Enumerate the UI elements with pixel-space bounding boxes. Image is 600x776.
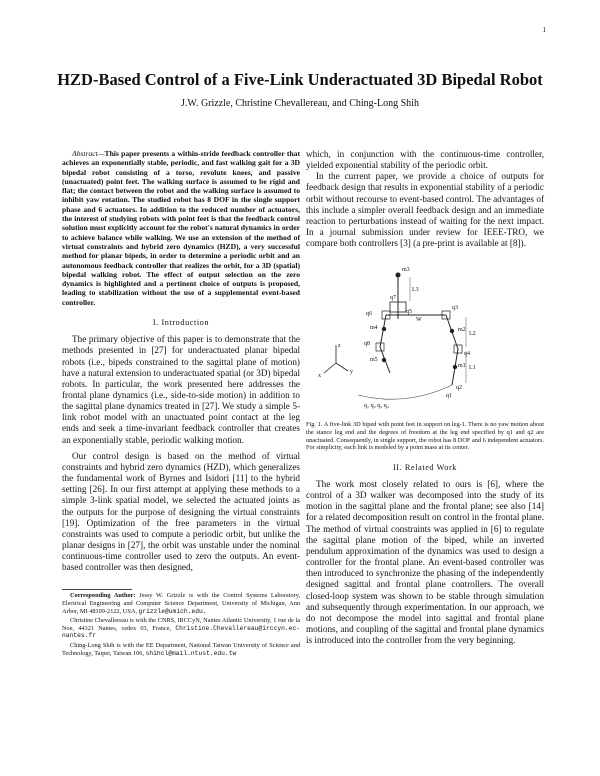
footnote-2: Christine Chevallereau is with the CNRS, IRCCyN, Nantes Atlantic University, 1 rue de la Noe, 44321 Nantes, cedex 03, France, Christine.Chevallereau@irccyn.ec-nantes.fr bbox=[62, 617, 301, 640]
mass-m2 bbox=[450, 329, 454, 333]
intro-paragraph-2: Our control design is based on the method of virtual constraints and hybrid zero dynamics (HZD), which generalizes the fundamental work of Byrnes and Isidori [11] to the hybrid setting [26]. In our first attempt at applying these methods to a simple 3-link spatial model, we selected the actuated joints as the outputs for the purpose of designing the virtual constraints [19]. Optimization of the free parameters in the virtual constraints was used to compute a periodic orbit, but unlike the planar designs in [27], the orbit was unstable under the nominal continuous-time controller used to zero the outputs. An event-based controller was then designed, bbox=[62, 450, 300, 573]
angle-arc bbox=[358, 385, 452, 399]
related-work-paragraph: The work most closely related to ours is [6], where the control of a 3D walker was decomposed into the study of its motion in the sagittal plane and the frontal plane; see also [14] for a related decomposition result on control in the frontal plane. The method of virtual constraints was applied in [6] to regulate the sagittal plane motion of the biped, while an inverted pendulum approximation of the dynamics was used to design a controller for the frontal plane. An event-based controller was then introduced to synchronize the phasing of the independently designed sagittal and frontal plane controllers. The overall closed-loop system was shown to be stable through simulation and subsequently through experimentation. In our approach, we do not decompose the model into sagittal and frontal plane motions, and coupling of the sagittal and frontal plane dynamics is introduced into the controller from the very beginning. bbox=[306, 478, 544, 646]
torso-mass bbox=[396, 273, 401, 278]
footnote-divider bbox=[62, 589, 132, 590]
label-l3: L3 bbox=[412, 287, 419, 294]
authors: J.W. Grizzle, Christine Chevallereau, and Ching-Long Shih bbox=[181, 98, 419, 109]
mass-m4 bbox=[382, 327, 386, 331]
label-y: y bbox=[350, 369, 353, 376]
left-column bbox=[62, 149, 300, 657]
section-heading-related-work: II. Related Work bbox=[392, 462, 458, 472]
label-x: x bbox=[318, 373, 321, 380]
mass-m1 bbox=[453, 365, 457, 369]
abstract-label: Abstract bbox=[72, 149, 98, 158]
email-grizzle: grizzle@umich.edu. bbox=[138, 607, 207, 615]
footnote-1: Corresponding Author: Jessy W. Grizzle is with the Control Systems Laboratory, Electrical Engineering and Computer Science Department, University of Michigan, Ann Arbor, MI 48109-2122, USA, grizzle@umich.edu. bbox=[62, 592, 301, 615]
label-q4: q4 bbox=[464, 351, 470, 358]
email-chevallereau: Christine.Chevallereau@irccyn.ec-nantes.fr bbox=[62, 624, 301, 640]
label-m5: m5 bbox=[370, 357, 378, 364]
footnote-1-label: Corresponding Author: bbox=[70, 592, 136, 600]
figure-1-caption: Fig. 1. A five-link 3D biped with point feet in support on leg-1. There is no yaw motion about the stance leg end and the degrees of freedom at the leg end specified by q1 and q2 are unactuated. Consequently, in single support, the robot has 8 DOF and 6 independent actuators. For simplicity, each link is modeled by a point mass at its center. bbox=[306, 421, 544, 452]
y-axis bbox=[336, 363, 348, 371]
abstract-text: This paper presents a within-stride feedback controller that achieves an exponentially stable, periodic, and fast walking gait for a 3D bipedal robot consisting of a torso, revolute knees, and passive (unactuated) point feet. The walking surface is assumed to be rigid and flat; the contact between the robot and the walking surface is assumed to inhibit yaw rotation. The studied robot has 8 DOF in the single support phase and 6 actuators. In addition to the reduced number of actuators, the interest of studying robots with point feet is that the feedback control solution must explicitly account for the robot's natural dynamics in order to achieve balance while walking. We use an extension of the method of virtual constraints and hybrid zero dynamics (HZD), a very successful method for planar bipeds, in order to determine a periodic orbit and an autonomous feedback controller that realizes the orbit, for a 3D (spatial) bipedal walking robot. The effect of output selection on the zero dynamics is highlighted and a pertinent choice of outputs is proposed, leading to stabilization without the use of a supplemental event-based controller. bbox=[62, 149, 300, 307]
right-column bbox=[306, 149, 544, 646]
abstract: Abstract—This paper presents a within-stride feedback controller that achieves an exponentially stable, periodic, and fast walking gait for a 3D bipedal robot consisting of a torso, revolute knees, and passive (unactuated) point feet. The walking surface is assumed to be rigid and flat; the contact between the robot and the walking surface is assumed to inhibit yaw rotation. The studied robot has 8 DOF in the single support phase and 6 actuators. In addition to the reduced number of actuators, the interest of studying robots with point feet is that the feedback control solution must explicitly account for the robot's natural dynamics in order to achieve balance while walking. We use an extension of the method of virtual constraints and hybrid zero dynamics (HZD), a very successful method for planar bipeds, in order to determine a periodic orbit and an autonomous feedback controller that realizes the orbit, for a 3D (spatial) bipedal walking robot. The effect of output selection on the zero dynamics is highlighted and a pertinent choice of outputs is proposed, leading to stabilization without the use of a supplemental event-based controller. bbox=[62, 149, 300, 307]
label-q7: q7 bbox=[390, 295, 396, 302]
x-axis bbox=[324, 363, 336, 373]
label-l1: L1 bbox=[469, 365, 476, 372]
label-m3: m3 bbox=[402, 267, 410, 274]
footnote-3: Ching-Long Shih is with the EE Department, National Taiwan University of Science and Technology, Taipei, Taiwan 106, shihcl@mail.ntust.edu.tw bbox=[62, 642, 300, 657]
intro-paragraph-3: which, in conjunction with the continuous-time controller, yielded exponential stability of the periodic orbit. bbox=[306, 149, 544, 171]
label-m4: m4 bbox=[370, 325, 378, 332]
intro-paragraph-1: The primary objective of this paper is to demonstrate that the methods presented in [27] for underactuated planar bipedal robots (i.e., bipeds constrained to the sagittal plane of motion) have a natural extension to underactuated spatial (or 3D) bipedal robots. In particular, the work presented here addresses the frontal plane dynamics (i.e., side-to-side motion) in addition to the sagittal plane dynamics treated in [27]. We study a simple 5-link robot model with an unactuated point contact at the leg ends and seek a time-invariant feedback controller that creates an exponentially stable, periodic walking motion. bbox=[62, 334, 300, 445]
page-number: 1 bbox=[542, 26, 546, 34]
label-q2: q2 bbox=[456, 385, 462, 392]
label-W: W bbox=[416, 317, 422, 324]
label-q8: q8 bbox=[364, 341, 370, 348]
label-z: z bbox=[338, 343, 341, 350]
paper-title: HZD-Based Control of a Five-Link Underactuated 3D Bipedal Robot bbox=[57, 70, 543, 89]
biped-diagram bbox=[306, 257, 544, 417]
label-q6: q6 bbox=[366, 311, 372, 318]
label-m2: m2 bbox=[458, 327, 466, 334]
label-q3: q3 bbox=[452, 305, 458, 312]
section-heading-introduction: I. Introduction bbox=[152, 318, 210, 328]
label-angles: q₁ q₂ q₃ q₄ bbox=[364, 403, 389, 410]
label-q5: q5 bbox=[406, 309, 412, 316]
swing-thigh bbox=[380, 315, 386, 347]
figure-1 bbox=[306, 257, 544, 417]
label-l2: L2 bbox=[469, 331, 476, 338]
intro-paragraph-4: In the current paper, we provide a choice of outputs for feedback design that results in exponential stability of a periodic orbit without recourse to event-based control. The advantages of this include a simpler overall feedback design and an immediate reaction to perturbations instead of waiting for the next impact. In a journal submission under review for IEEE-TRO, we compare both controllers [3] (a pre-print is available at [8]). bbox=[306, 171, 544, 249]
mass-m5 bbox=[382, 358, 386, 362]
label-m1: m1 bbox=[458, 363, 466, 370]
label-q1: q1 bbox=[446, 393, 452, 400]
email-shih: shihcl@mail.ntust.edu.tw bbox=[145, 649, 237, 657]
